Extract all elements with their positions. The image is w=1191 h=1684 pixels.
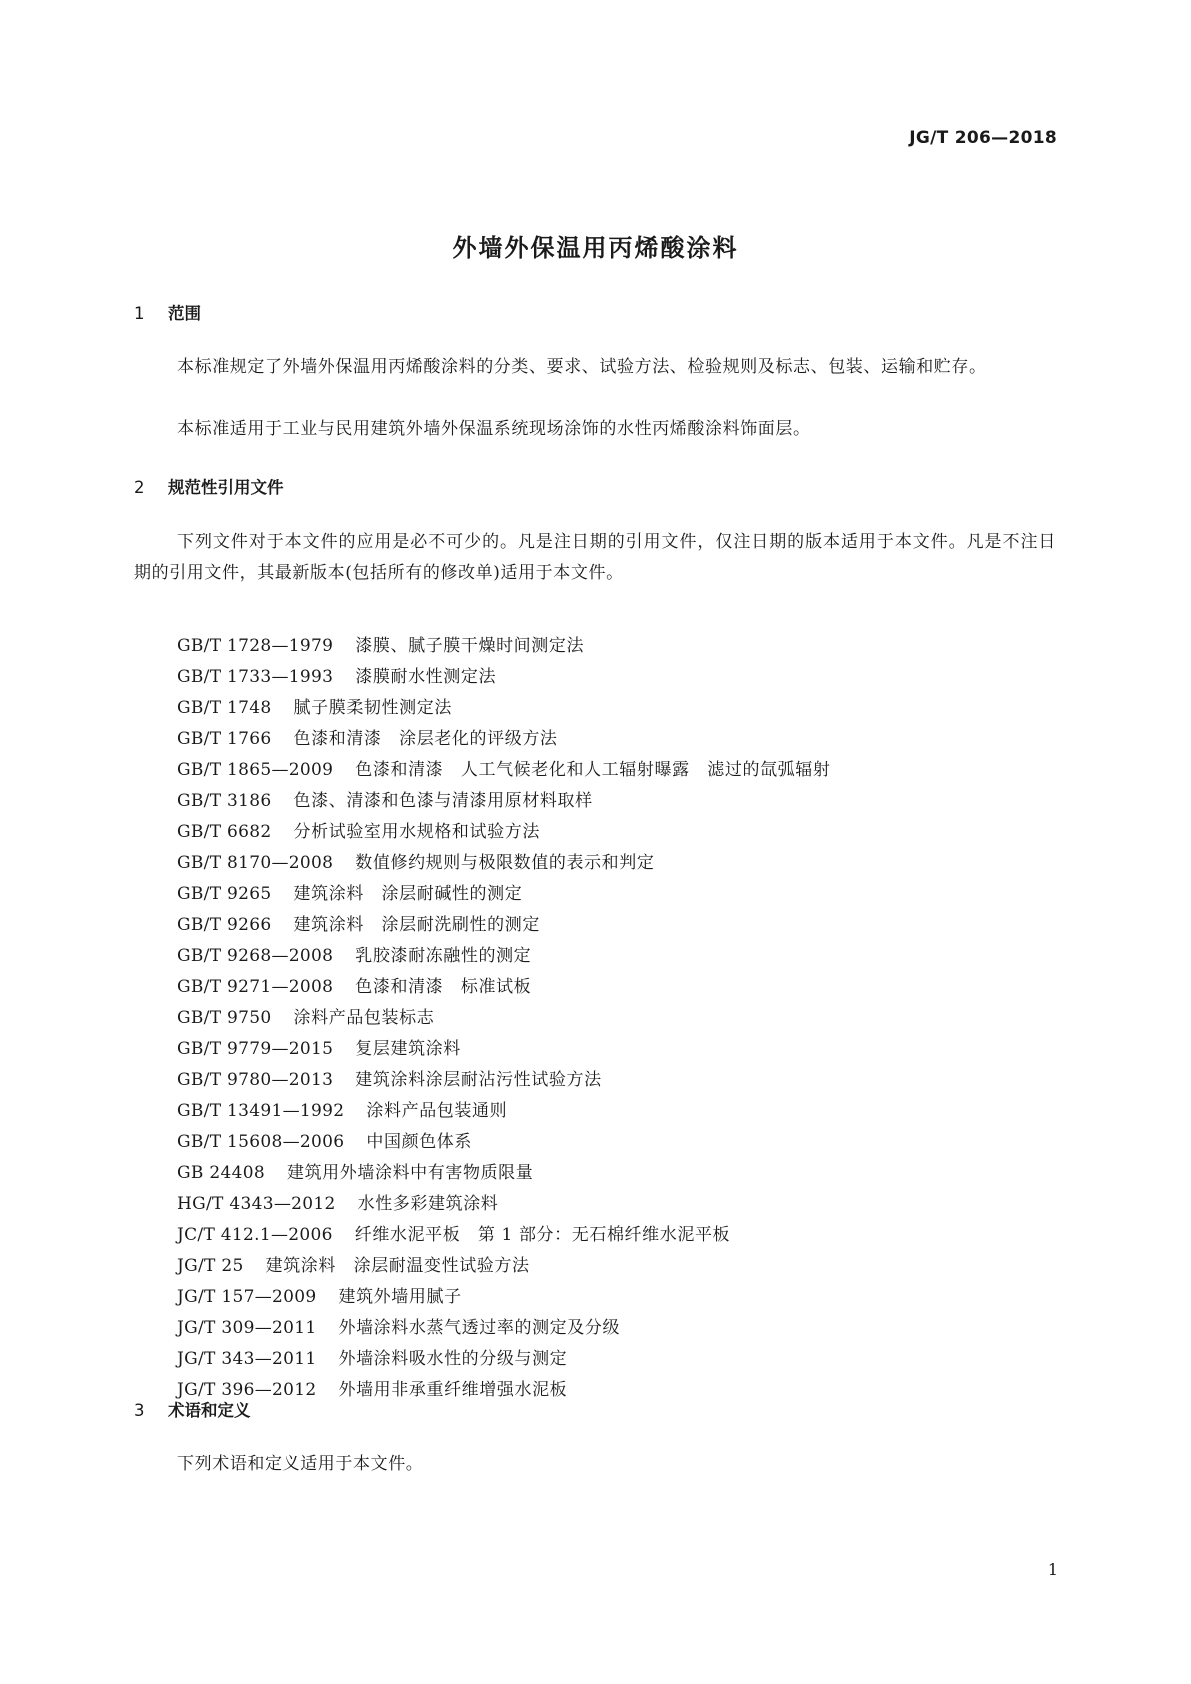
section-number: 1 — [134, 304, 145, 323]
reference-code: GB/T 8170—2008 — [177, 853, 334, 873]
reference-item — [177, 879, 830, 910]
reference-code: JG/T 309—2011 — [177, 1318, 317, 1338]
reference-item — [177, 972, 830, 1003]
section-title: 范围 — [168, 304, 201, 323]
section-1-paragraph-2: 本标准适用于工业与民用建筑外墙外保温系统现场涂饰的水性丙烯酸涂料饰面层。 — [177, 419, 811, 439]
reference-title: 涂料产品包装通则 — [366, 1101, 508, 1121]
reference-title: 色漆、清漆和色漆与清漆用原材料取样 — [293, 791, 593, 811]
reference-code: GB/T 9780—2013 — [177, 1070, 334, 1090]
reference-title: 漆膜、腻子膜干燥时间测定法 — [355, 636, 585, 656]
reference-title: 外墙涂料水蒸气透过率的测定及分级 — [338, 1318, 621, 1338]
reference-item — [177, 1034, 830, 1065]
reference-item — [177, 724, 830, 755]
page-number: 1 — [1047, 1560, 1058, 1579]
section-3-paragraph-1: 下列术语和定义适用于本文件。 — [177, 1454, 424, 1474]
reference-code: JG/T 343—2011 — [177, 1349, 317, 1369]
reference-title: 建筑涂料 涂层耐洗刷性的测定 — [293, 915, 540, 935]
reference-title: 腻子膜柔韧性测定法 — [293, 698, 452, 718]
reference-title: 建筑涂料 涂层耐温变性试验方法 — [265, 1256, 530, 1276]
document-title: 外墙外保温用丙烯酸涂料 — [452, 234, 739, 262]
reference-code: HG/T 4343—2012 — [177, 1194, 336, 1214]
reference-item — [177, 848, 830, 879]
reference-title: 涂料产品包装标志 — [293, 1008, 435, 1028]
reference-code: GB/T 1766 — [177, 729, 272, 749]
section-1-heading — [134, 300, 201, 324]
reference-code: GB/T 1728—1979 — [177, 636, 334, 656]
reference-code: JC/T 412.1—2006 — [177, 1225, 333, 1245]
section-1-paragraph-1: 本标准规定了外墙外保温用丙烯酸涂料的分类、要求、试验方法、检验规则及标志、包装、运输和贮存。 — [177, 357, 987, 377]
reference-title: 色漆和清漆 涂层老化的评级方法 — [293, 729, 558, 749]
reference-title: 纤维水泥平板 第 1 部分：无石棉纤维水泥平板 — [354, 1225, 731, 1245]
reference-code: GB/T 9266 — [177, 915, 272, 935]
reference-item — [177, 786, 830, 817]
reference-item — [177, 1127, 830, 1158]
reference-item — [177, 662, 830, 693]
reference-code: GB/T 1748 — [177, 698, 272, 718]
reference-code: GB/T 6682 — [177, 822, 272, 842]
reference-item — [177, 941, 830, 972]
reference-title: 漆膜耐水性测定法 — [355, 667, 497, 687]
reference-item — [177, 1282, 830, 1313]
normative-reference-list — [177, 631, 830, 1406]
reference-title: 数值修约规则与极限数值的表示和判定 — [355, 853, 655, 873]
reference-item — [177, 1003, 830, 1034]
reference-item — [177, 817, 830, 848]
reference-code: GB/T 9750 — [177, 1008, 272, 1028]
reference-code: GB/T 13491—1992 — [177, 1101, 345, 1121]
reference-item — [177, 1065, 830, 1096]
reference-code: GB/T 1865—2009 — [177, 760, 334, 780]
reference-item — [177, 1220, 830, 1251]
reference-item — [177, 1158, 830, 1189]
reference-title: 外墙用非承重纤维增强水泥板 — [338, 1380, 568, 1400]
reference-item — [177, 755, 830, 786]
reference-code: GB/T 9268—2008 — [177, 946, 334, 966]
section-number: 3 — [134, 1401, 145, 1420]
reference-title: 复层建筑涂料 — [355, 1039, 461, 1059]
reference-title: 外墙涂料吸水性的分级与测定 — [338, 1349, 568, 1369]
section-2-paragraph-1: 下列文件对于本文件的应用是必不可少的。凡是注日期的引用文件，仅注日期的版本适用于本文件。凡是不注日期的引用文件，其最新版本(包括所有的修改单)适用于本文件。 — [134, 532, 1056, 583]
section-title: 规范性引用文件 — [168, 478, 284, 497]
reference-code: JG/T 396—2012 — [177, 1380, 317, 1400]
section-2-heading — [134, 474, 284, 498]
reference-item — [177, 1344, 830, 1375]
reference-item — [177, 910, 830, 941]
section-title: 术语和定义 — [168, 1401, 251, 1420]
reference-code: JG/T 25 — [177, 1256, 244, 1276]
reference-item — [177, 1251, 830, 1282]
reference-title: 色漆和清漆 人工气候老化和人工辐射曝露 滤过的氙弧辐射 — [355, 760, 831, 780]
reference-title: 建筑外墙用腻子 — [338, 1287, 462, 1307]
reference-code: GB/T 9265 — [177, 884, 272, 904]
reference-item — [177, 631, 830, 662]
reference-title: 建筑涂料涂层耐沾污性试验方法 — [355, 1070, 602, 1090]
reference-code: GB/T 1733—1993 — [177, 667, 334, 687]
reference-title: 建筑涂料 涂层耐碱性的测定 — [293, 884, 523, 904]
section-number: 2 — [134, 478, 145, 497]
section-3-heading — [134, 1397, 251, 1421]
reference-item — [177, 693, 830, 724]
reference-item — [177, 1189, 830, 1220]
reference-code: GB 24408 — [177, 1163, 265, 1183]
reference-item — [177, 1313, 830, 1344]
reference-code: GB/T 15608—2006 — [177, 1132, 345, 1152]
reference-title: 分析试验室用水规格和试验方法 — [293, 822, 540, 842]
reference-title: 色漆和清漆 标准试板 — [355, 977, 532, 997]
reference-title: 建筑用外墙涂料中有害物质限量 — [286, 1163, 534, 1183]
reference-code: GB/T 3186 — [177, 791, 272, 811]
reference-title: 中国颜色体系 — [366, 1132, 472, 1152]
reference-code: JG/T 157—2009 — [177, 1287, 317, 1307]
reference-title: 水性多彩建筑涂料 — [357, 1194, 499, 1214]
reference-code: GB/T 9271—2008 — [177, 977, 334, 997]
reference-code: GB/T 9779—2015 — [177, 1039, 334, 1059]
standard-code: JG/T 206—2018 — [909, 128, 1057, 148]
reference-item — [177, 1096, 830, 1127]
reference-item — [177, 1375, 830, 1406]
reference-title: 乳胶漆耐冻融性的测定 — [355, 946, 532, 966]
